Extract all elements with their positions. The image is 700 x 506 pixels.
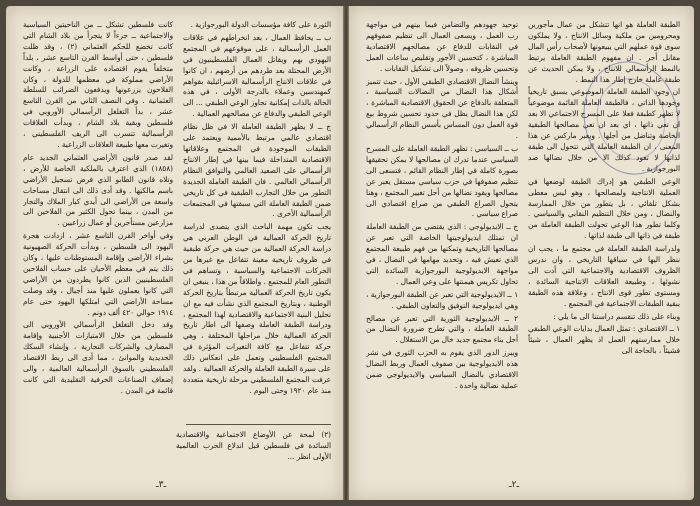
right-page [349,6,694,500]
paragraph: ب ــ السياسي : تظهر الطبقة العاملة على المسرح السياسي عندما تدرك ان مصالحها لا يمكن تحقيقها بصورة كاملة في إطار النظام القائم ، فتسعى الى تنظيم صفوفها في حزب سياسي مستقل يعبر عن مصالحها ويقود نضالها من أجل تغيير المجتمع ، وهنا يتحول الصراع الطبقي من صراع اقتصادي الى صراع سياسي . [366,143,518,219]
page-number: ـ٢ـ [509,480,520,490]
left-page-right-column [183,20,331,460]
paragraph: ان وجود الطبقة العاملة الموضوعي يسبق تاريخياً وجودها الذاتي ، فالطبقة العاملة القائمة موضوعياً لا تظهر كطبقة فعلا على المسرح الاجتماعي الا بعد ان تعي ذاتها ، اي بعد ان تعي مصالحها الطبقية الخاصة وتناضل من أجلها . ويعبر ماركس عن هذا المعنى ، ان الطبقة العاملة التي تتحول الى طبقة لذاتها لا تعود كذلك الا من خلال نضالها ضد البورجوازية . [528,87,680,173]
paragraph: ج ــ لا يظهر الطبقة العاملة الا في ظل نظام اقتصادي عالمي مرتبط بالأممية ويعتمد على الطبقات الموجودة في المجتمع وعلاقاتها الاقتصادية المتداخلة فيما بينها في إطار الانتاج الرأسمالي على الصعيد العالمي والتوافق النظام الرأسمالي العالمي . فان الطبقة العاملة الجديدة التطور من خلال التجارب الطبقية في كل تاريخي ضمن الطبقة العاملة التي سبقتها في المجتمعات الرأسمالية الأخرى . [183,122,331,219]
paragraph: وبناء على ذلك تنقسم دراستنا الى ما يلي : [553,311,680,321]
paragraph: وفي أواخر القرن التاسع عشر ، ازدادت هجرة اليهود الى فلسطين ، وبدأت الحركة الصهيونية بشراء الأراضي وإقامة المستوطنات عليها ، وكان ذلك يتم في معظم الأحيان على حساب الفلاحين الفلسطينيين الذين كانوا يطردون من الأراضي التي كانوا يعملون عليها منذ أجيال ، وقد وصلت مساحة الأراضي التي امتلكها اليهود حتى عام ١٩١٤ حوالي ٤٢٠ ألف دونم . [23,231,173,317]
paragraph: الطبقة العاملة هو انها تتشكل من عمال مأجورين ومحرومين من ملكية وسائل الانتاج ، ولا يملكون سوى قوة عملهم التي يبيعونها لأصحاب رأس المال مقابل أجر . ان مفهوم الطبقة العاملة يرتبط بالنمط الرأسمالي للانتاج ، ولا يمكن الحديث عن طبقة عاملة خارج إطار هذا النمط . [528,20,680,84]
paragraph: وينشأ النضال الاقتصادي الطبقي الأول ، حيث تتميز أشكال هذا النضال من النضالات السياسية ، المتعلقة بالدفاع عن الحقوق الاقتصادية المباشرة ، لكن هذا النضال يظل في حدود تحسين شروط بيع قوة العمل دون المساس بأسس النظام الرأسمالي . [366,76,518,141]
paragraph: ١ ــ الاقتصادي : تمثل العمال بدايات الوعي الطبقي خلال ممارستهم العمل اذ يظهر العمال ، شيئاً فشيئاً ، بالحاجة الى [528,324,680,356]
left-page-left-column [23,20,173,460]
paragraph: الثورة على كافة مؤسسات الدولة البورجوازية . [190,20,331,29]
left-page [6,6,343,500]
paragraph: ب ــ يحافظ العمال ، بعد انخراطهم في علاقات العمل الرأسمالية ، على موقوعهم في المجتمع اليهودي بهم ويقاتل العمال الفلسطينيون في الأرض المحتلة بعد طردهم من أرضهم ، ان كانوا في علاقات الانتاج الرأسمالية الاسرائيلية بقواهم كمهندسين وعملاء بالدرجة الأولى ، في هذه الحالة بالذات إمكانية تجاوز الوعي الطبقي ... الى الوعي الطبقي والدفاع عن مصالحهم العمالية . [183,32,331,119]
paragraph: ولدراسة الطبقة العاملة في مجتمع ما ، يجب ان ننظر اليها في سياقها التاريخي ، وان ندرس الظروف الاقتصادية والاجتماعية التي أدت الى نشوئها ، وطبيعة العلاقات الانتاجية السائدة ، ومستوى تطور قوى الانتاج ، وعلاقة هذه الطبقة ببقية الطبقات الاجتماعية في المجتمع . [528,244,680,308]
paragraph: توحيد جهودهم والتضامن فيما بينهم في مواجهة رب العمل ، ويسعى العمال الى تنظيم صفوفهم في النقابات للدفاع عن مصالحهم الاقتصادية المباشرة ، كتحسين الأجور وتقليص ساعات العمل وتحسين ظروفه ، وصولاً الى تشكيل النقابات . [366,20,518,73]
paragraph: ١ ــ الايديولوجية التي تعبر عن الطبقة البورجوازية ، وهي ايديولوجية التوفيق والتعاون الطبقي . [366,289,518,310]
paragraph: الوعي الطبقي هو إدراك الطبقة لوضعها في العملية الانتاجية ولمصالحها ، وهو ليس معطى بشكل تلقائي ، بل يتطور من خلال الممارسة والنضال ، ومن خلال التنظيم النقابي والسياسي . وكلما تطور هذا الوعي تحولت الطبقة العاملة من طبقة في ذاتها الى طبقة لذاتها . [528,176,680,241]
paragraph: يجب تكون مهمة الباحث الذي يتصدى لدراسة تاريخ الحركة العمالية في الوطن العربي هي دراسة الحركة العمالية من حيث هي حركة طبقية في ظروف تاريخية معينة تتفاعل مع غيرها من الحركات الاجتماعية والسياسية ، وتساهم في التطور العام للمجتمع . واطلاقاً من هذا ، ينبغي ان يكون تاريخ الحركة العمالية مرتبطاً بتاريخ الحركة الوطنية ، وبتاريخ المجتمع الذي نشأت فيه مع ان تحليل البنية الاجتماعية والاقتصادية لهذا المجتمع ، ودراسة الطبقة العاملة وصفها الى اطار تاريخ الحركة العمالية خلال مراحلها المختلفة ، وهي حركة تتفاعل مع كافة التغيرات المؤثرة في المجتمع الفلسطيني وتعمل على انعكاس ذلك على سيرة الطبقة العاملة والحركة العمالية . ولقد عرفت المجتمع الفلسطيني مرحلة تاريخية متعددة منذ عام ١٩٢٠ وحتى اليوم . [183,222,331,395]
page-number: ـ٣ـ [156,480,167,490]
footnote-divider [186,424,331,425]
paragraph: كانت فلسطين تشكل ــ من الناحيتين السياسية والاجتماعية ــ جزءاً لا يتجزأ من بلاد الشام التي كانت تخضع للحكم العثماني (٢) ، وقد ظلت فلسطين ، حتى أواسط القرن التاسع عشر ، بلداً متخلفاً يقوم اقتصاده على الزراعة ، وكانت الأراضي مملوكة في معظمها للدولة ، وكان الفلاحون يزرعونها ويدفعون الضرائب للسلطة العثمانية . وفي النصف الثاني من القرن التاسع عشر ، بدأ التغلغل الرأسمالي الأوروبي في فلسطين وبقية بلاد الشام ، وبدأت العلاقات الرأسمالية تتسرب الى الريف الفلسطيني ، وتغيرت معها طبيعة العلاقات الزراعية . [23,20,173,149]
paragraph: ٢ ــ الايديولوجية الثورية التي تعبر عن مصالح الطبقة العاملة ، والتي تطرح ضرورة النضال من أجل بناء مجتمع جديد خال من الاستغلال . [366,313,518,345]
paragraph: ج ــ الايديولوجي : الذي يقتضي من الطبقة العاملة ان تمتلك ايديولوجيتها الخاصة التي تعبر عن مصالحها التاريخية وتمكنها من فهم طبيعة المجتمع الذي تعيش فيه ، وتحديد مهامها في النضال ، في مواجهة الايديولوجية البورجوازية السائدة التي تحاول تكريس هيمنتها على وعي العمال . [366,222,518,286]
paragraph: ويبرز الدور الذي يقوم به الحزب الثوري في نشر هذه الايديولوجية بين صفوف العمال وربط النضال الاقتصادي بالنضال السياسي والايديولوجي ضمن عملية نضالية واحدة . [366,348,518,390]
right-page-left-column [366,20,518,460]
paragraph: وقد دخل التغلغل الرأسمالي الأوروبي الى فلسطين من خلال الامتيازات الأجنبية وإقامة المصارف والشركات التجارية ، وإنشاء السكك الحديدية والموانئ ، مما أدى الى ربط الاقتصاد الفلسطيني بالسوق الرأسمالية العالمية ، والى إضعاف الصناعات الحرفية التقليدية التي كانت قائمة في المدن . [23,320,173,395]
footnote: (٢) لمحة عن الأوضاع الاجتماعية والاقتصادية السائدة في فلسطين قبل اندلاع الحرب العالمية الأولى انظر ... [176,430,331,461]
paragraph: لقد صدر قانون الأراضي العثماني الجديد عام (١٨٥٨) الذي اعترف بالملكية الخاصة للأرض ، وتلاه قانون الطابو الذي فرض تسجيل الأراضي باسم مالكيها . وقد أدى ذلك الى انتقال مساحات واسعة من الأراضي الى أيدي كبار الملاك والتجار من المدن ، بينما تحول الكثير من الفلاحين الى مزارعين مستأجرين أو عمال زراعيين . [23,152,173,228]
